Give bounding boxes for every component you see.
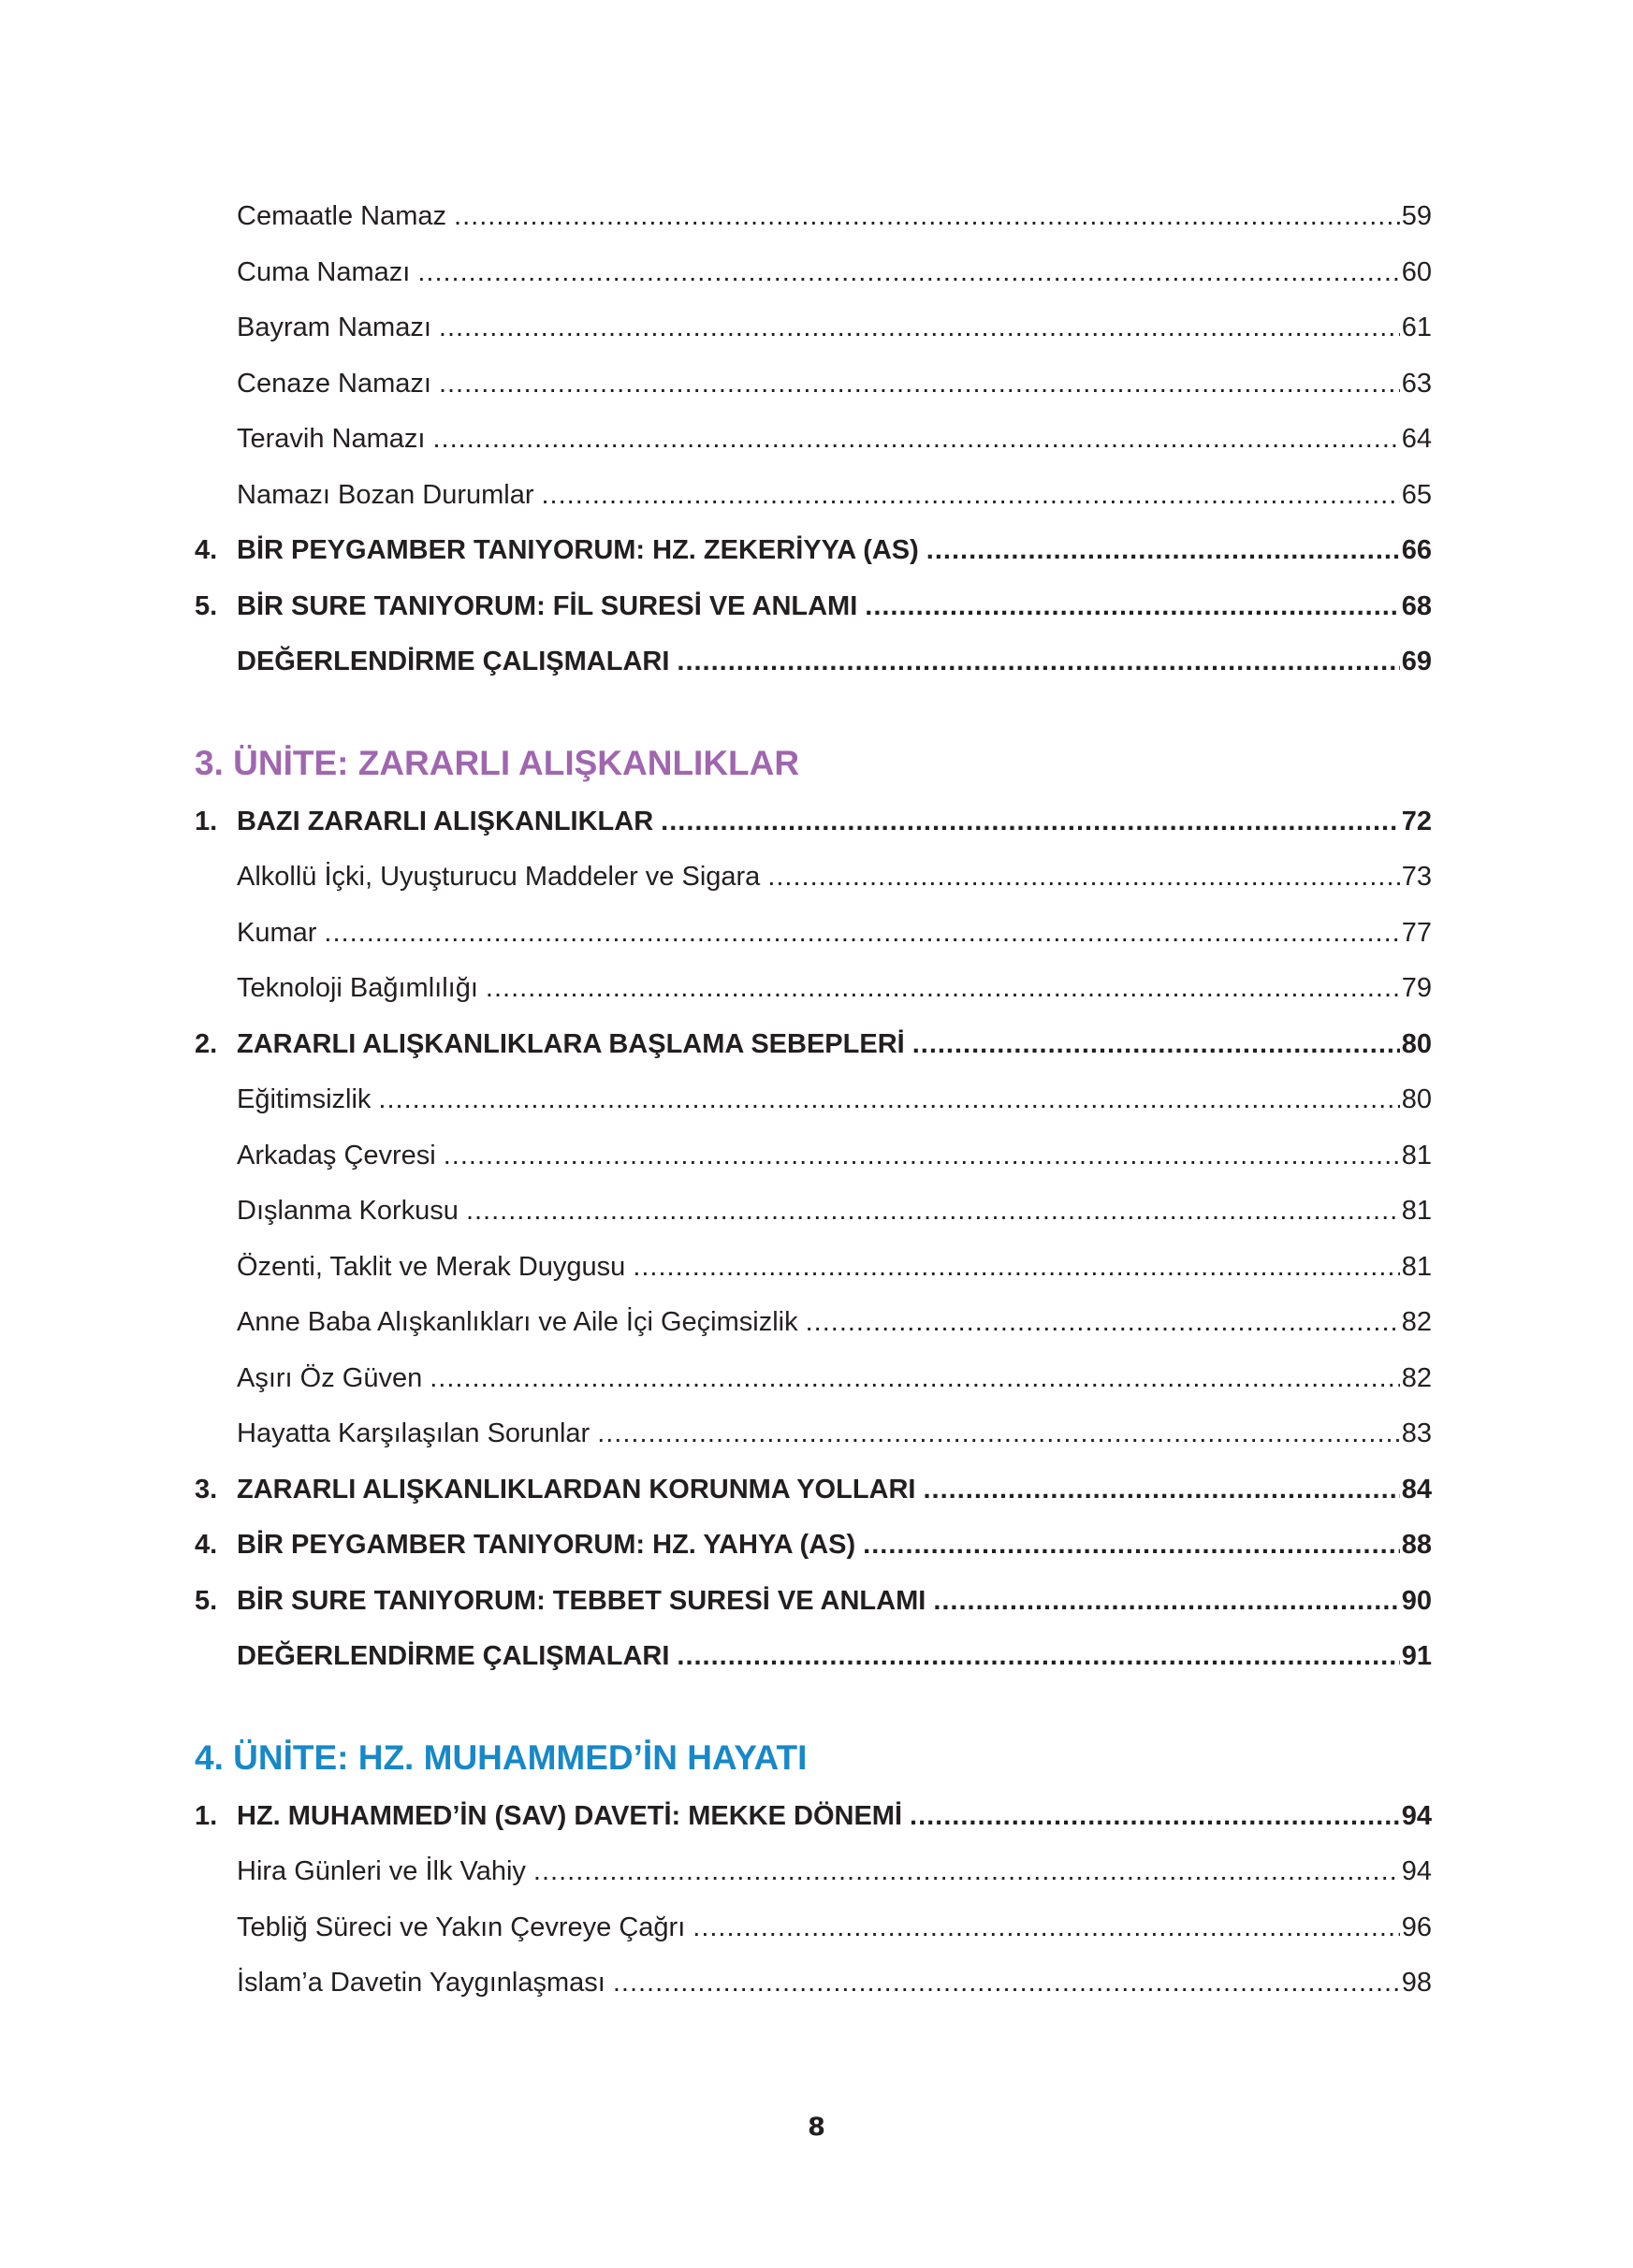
toc-entry-number: 5. xyxy=(195,1585,218,1616)
toc-entry[interactable] xyxy=(195,523,1432,579)
toc-entry[interactable] xyxy=(195,1789,1432,1845)
toc-entry-title: Eğitimsizlik xyxy=(237,1084,372,1114)
dot-leader xyxy=(417,245,1399,301)
toc-entry-page: 72 xyxy=(1401,806,1432,836)
toc-entry[interactable] xyxy=(195,1574,1432,1630)
toc-entry-page: 77 xyxy=(1401,917,1432,948)
toc-entry-page: 81 xyxy=(1401,1140,1432,1170)
toc-entry[interactable] xyxy=(195,1072,1432,1128)
dot-leader xyxy=(444,1128,1400,1185)
toc-entry-title: Özenti, Taklit ve Merak Duygusu xyxy=(237,1251,626,1282)
dot-leader xyxy=(863,1518,1400,1574)
toc-entry[interactable] xyxy=(195,300,1432,356)
toc-entry-page: 84 xyxy=(1401,1474,1432,1505)
dot-leader xyxy=(677,634,1399,691)
dot-leader xyxy=(933,1574,1399,1630)
toc-entry-title: Aşırı Öz Güven xyxy=(237,1362,423,1393)
toc-section-continued xyxy=(195,189,1432,691)
toc-entry-page: 79 xyxy=(1401,973,1432,1003)
toc-entry-title: Cuma Namazı xyxy=(237,256,411,287)
toc-entry-page: 66 xyxy=(1401,535,1432,565)
toc-entry-page: 94 xyxy=(1401,1800,1432,1831)
toc-entry[interactable] xyxy=(195,412,1432,468)
toc-entry-page: 98 xyxy=(1401,1968,1432,1998)
dot-leader xyxy=(432,412,1399,468)
dot-leader xyxy=(454,189,1400,245)
toc-unit-3 xyxy=(195,735,1432,1685)
dot-leader xyxy=(533,1844,1400,1900)
toc-entry-page: 63 xyxy=(1401,368,1432,399)
toc-entry-title: ZARARLI ALIŞKANLIKLARDAN KORUNMA YOLLARI xyxy=(237,1474,916,1505)
dot-leader xyxy=(324,906,1399,962)
toc-entry-page: 60 xyxy=(1401,256,1432,287)
unit-3-heading[interactable]: 3. ÜNİTE: ZARARLI ALIŞKANLIKLAR xyxy=(195,743,800,782)
toc-entry-page: 90 xyxy=(1401,1585,1432,1616)
dot-leader xyxy=(767,850,1399,906)
toc-entry-title: BİR SURE TANIYORUM: TEBBET SURESİ VE ANLAMI xyxy=(237,1585,926,1616)
toc-entry-number: 4. xyxy=(195,535,218,565)
toc-entry[interactable] xyxy=(195,1629,1432,1685)
toc-entry[interactable] xyxy=(195,1128,1432,1185)
toc-entry-title: Bayram Namazı xyxy=(237,313,431,342)
toc-entry-title: Cemaatle Namaz xyxy=(237,201,447,231)
dot-leader xyxy=(677,1629,1399,1685)
toc-entry-page: 69 xyxy=(1401,647,1432,676)
toc-entry-page: 88 xyxy=(1401,1530,1432,1560)
dot-leader xyxy=(910,1789,1400,1845)
toc-entry[interactable] xyxy=(195,1844,1432,1900)
toc-entry-title: Kumar xyxy=(237,917,317,948)
page-number: 8 xyxy=(808,2113,825,2142)
toc-entry-title: Tebliğ Süreci ve Yakın Çevreye Çağrı xyxy=(237,1912,686,1942)
toc-entry-page: 80 xyxy=(1401,1084,1432,1114)
toc-entry-title: Hira Günleri ve İlk Vahiy xyxy=(237,1856,526,1886)
toc-entry-title: Hayatta Karşılaşılan Sorunlar xyxy=(237,1418,591,1448)
toc-entry-number: 5. xyxy=(195,590,218,621)
toc-entry-title: Arkadaş Çevresi xyxy=(237,1140,436,1170)
toc-entry[interactable] xyxy=(195,468,1432,524)
dot-leader xyxy=(926,523,1400,579)
toc-entry-title: Cenaze Namazı xyxy=(237,368,431,399)
toc-entry-title: BİR SURE TANIYORUM: FİL SURESİ VE ANLAMI xyxy=(237,590,858,621)
toc-entry-page: 68 xyxy=(1401,590,1432,621)
toc-entry-page: 64 xyxy=(1401,424,1432,454)
toc-entry[interactable] xyxy=(195,634,1432,691)
toc-unit-4 xyxy=(195,1730,1432,2012)
dot-leader xyxy=(430,1351,1400,1407)
toc-entry-title: İslam’a Davetin Yaygınlaşması xyxy=(237,1968,605,1998)
dot-leader xyxy=(661,794,1400,850)
toc-entry[interactable] xyxy=(195,1955,1432,2012)
toc-entry-page: 65 xyxy=(1401,479,1432,510)
toc-entry-number: 3. xyxy=(195,1474,218,1505)
toc-entry-page: 94 xyxy=(1401,1856,1432,1886)
dot-leader xyxy=(439,356,1400,413)
toc-entry-page: 73 xyxy=(1401,862,1432,892)
toc-entry-number: 4. xyxy=(195,1530,218,1560)
toc-entry-title: Teravih Namazı xyxy=(237,424,426,454)
dot-leader xyxy=(806,1295,1400,1351)
toc-entry[interactable] xyxy=(195,1462,1432,1519)
dot-leader xyxy=(466,1184,1400,1240)
toc-entry[interactable] xyxy=(195,961,1432,1017)
dot-leader xyxy=(597,1406,1400,1462)
toc-entry[interactable] xyxy=(195,245,1432,301)
toc-entry-page: 61 xyxy=(1401,313,1432,342)
toc-entry[interactable] xyxy=(195,579,1432,635)
dot-leader xyxy=(865,579,1399,635)
toc-entry[interactable] xyxy=(195,906,1432,962)
toc-entry-page: 81 xyxy=(1401,1251,1432,1282)
toc-entry-page: 81 xyxy=(1401,1196,1432,1226)
toc-entry-title: Anne Baba Alışkanlıkları ve Aile İçi Geçimsizlik xyxy=(237,1307,798,1337)
toc-entry-title: BİR PEYGAMBER TANIYORUM: HZ. ZEKERİYYA (AS) xyxy=(237,535,919,565)
toc-entry-title: Namazı Bozan Durumlar xyxy=(237,479,534,510)
toc-entry[interactable] xyxy=(195,1295,1432,1351)
toc-entry-title: DEĞERLENDİRME ÇALIŞMALARI xyxy=(237,1641,670,1671)
toc-entry-title: BAZI ZARARLI ALIŞKANLIKLAR xyxy=(237,806,654,836)
toc-entry-number: 1. xyxy=(195,806,218,836)
table-of-contents xyxy=(195,189,1432,2012)
toc-entry[interactable] xyxy=(195,1900,1432,1956)
toc-entry[interactable] xyxy=(195,794,1432,850)
toc-entry-page: 82 xyxy=(1401,1307,1432,1337)
toc-entry[interactable] xyxy=(195,1518,1432,1574)
toc-entry-title: DEĞERLENDİRME ÇALIŞMALARI xyxy=(237,647,670,676)
toc-entry[interactable] xyxy=(195,1240,1432,1296)
toc-entry-title: HZ. MUHAMMED’İN (SAV) DAVETİ: MEKKE DÖNEMİ xyxy=(237,1800,903,1831)
dot-leader xyxy=(633,1240,1399,1296)
toc-entry-title: Teknoloji Bağımlılığı xyxy=(237,973,478,1003)
dot-leader xyxy=(542,468,1400,524)
toc-entry-number: 1. xyxy=(195,1800,218,1831)
toc-entry-page: 83 xyxy=(1401,1418,1432,1448)
toc-entry-page: 96 xyxy=(1401,1912,1432,1942)
toc-entry[interactable] xyxy=(195,189,1432,245)
toc-entry-title: Dışlanma Korkusu xyxy=(237,1196,459,1226)
dot-leader xyxy=(693,1900,1399,1956)
toc-entry-page: 91 xyxy=(1401,1641,1432,1671)
toc-entry-page: 59 xyxy=(1401,201,1432,231)
unit-4-heading[interactable]: 4. ÜNİTE: HZ. MUHAMMED’İN HAYATI xyxy=(195,1737,808,1777)
toc-entry-title: ZARARLI ALIŞKANLIKLARA BAŞLAMA SEBEPLERİ xyxy=(237,1028,905,1059)
dot-leader xyxy=(613,1955,1400,2012)
toc-entry[interactable] xyxy=(195,1184,1432,1240)
toc-entry-title: Alkollü İçki, Uyuşturucu Maddeler ve Sigara xyxy=(237,862,761,892)
dot-leader xyxy=(486,961,1400,1017)
toc-entry[interactable] xyxy=(195,1406,1432,1462)
dot-leader xyxy=(923,1462,1399,1519)
toc-entry[interactable] xyxy=(195,356,1432,413)
toc-entry[interactable] xyxy=(195,850,1432,906)
toc-entry-page: 80 xyxy=(1401,1028,1432,1059)
toc-entry-title: BİR PEYGAMBER TANIYORUM: HZ. YAHYA (AS) xyxy=(237,1530,856,1560)
toc-entry-page: 82 xyxy=(1401,1362,1432,1393)
dot-leader xyxy=(439,300,1400,356)
dot-leader xyxy=(912,1017,1400,1073)
dot-leader xyxy=(378,1072,1399,1128)
toc-entry-number: 2. xyxy=(195,1028,218,1059)
toc-entry[interactable] xyxy=(195,1017,1432,1073)
toc-entry[interactable] xyxy=(195,1351,1432,1407)
